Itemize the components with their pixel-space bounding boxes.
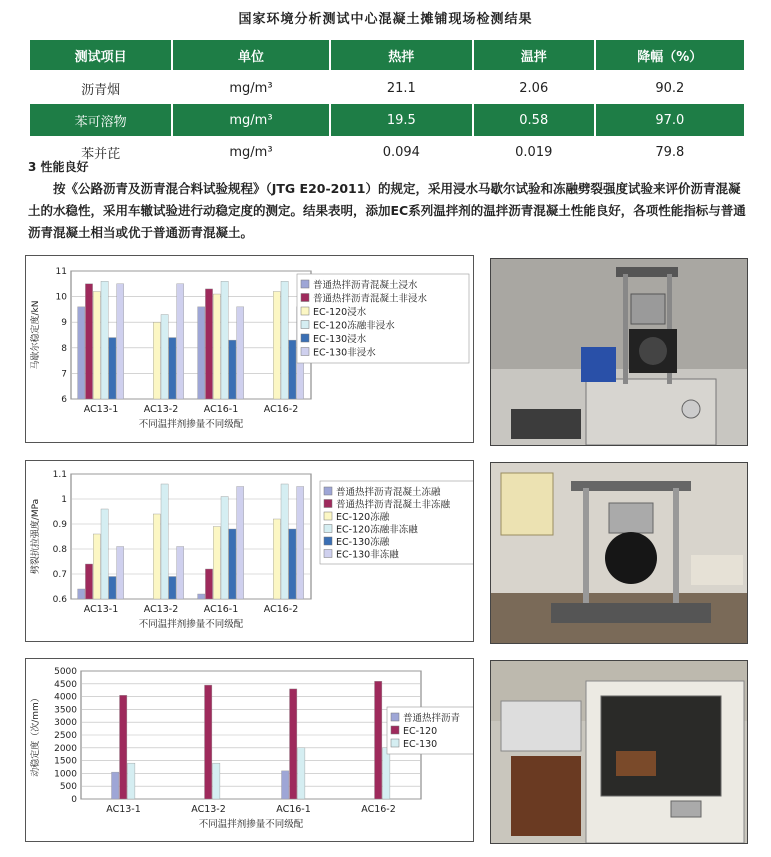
legend-swatch — [301, 294, 309, 302]
body-paragraph: 按《公路沥青及沥青混合料试验规程》（JTG E20-2011）的规定，采用浸水马歇尔试验和冻融劈裂强度试验来评价沥青混凝土的水稳性，采用车辙试验进行动稳定度的测定。结果表明，添加EC系列温拌剂的温拌沥青混凝土性能良好，各项性能指标与普通沥青混凝土相当或优于普通沥青混凝土。 — [28, 181, 746, 240]
bar — [213, 294, 220, 399]
cell-warm: 2.06 — [473, 71, 595, 104]
legend-label: EC-130浸水 — [313, 334, 367, 345]
y-tick-label: 0 — [71, 795, 77, 805]
bar — [198, 594, 205, 599]
legend-swatch — [324, 500, 332, 508]
marshall-stability-chart — [26, 256, 473, 442]
bar — [112, 772, 119, 799]
legend-label: EC-120冻融非冻融 — [336, 524, 418, 536]
y-tick-label: 1.1 — [52, 470, 67, 480]
x-tick-label: AC13-2 — [143, 404, 179, 415]
bar — [169, 338, 176, 399]
dynamic-stability-chart — [26, 659, 473, 841]
legend-swatch — [324, 525, 332, 533]
x-tick-label: AC16-2 — [263, 604, 299, 615]
bar — [177, 284, 184, 399]
y-tick-label: 1000 — [54, 769, 77, 780]
legend-swatch — [391, 726, 399, 734]
y-tick-label: 1500 — [54, 756, 77, 767]
table-row — [29, 71, 745, 104]
bar — [290, 689, 297, 799]
bar — [117, 547, 124, 600]
legend-label: EC-120冻融 — [336, 512, 390, 523]
legend-label: EC-120 — [403, 726, 438, 737]
y-tick-label: 3000 — [54, 718, 77, 729]
bar — [289, 529, 296, 599]
col-header-drop: 降幅（%） — [595, 39, 745, 71]
bar — [153, 322, 160, 399]
col-header-warm: 温拌 — [473, 39, 595, 71]
cell-hot: 0.094 — [330, 136, 473, 168]
bar — [153, 514, 160, 599]
bar — [109, 338, 116, 399]
cell-drop: 97.0 — [595, 104, 745, 136]
y-tick-label: 3500 — [54, 705, 77, 716]
col-header-hot: 热拌 — [330, 39, 473, 71]
y-tick-label: 2500 — [54, 731, 77, 741]
y-tick-label: 8 — [61, 343, 67, 354]
y-axis-label: 劈裂抗拉强度/MPa — [31, 498, 41, 575]
bar — [78, 589, 85, 599]
bar — [177, 547, 184, 600]
bar — [85, 564, 92, 599]
y-tick-label: 0.7 — [52, 570, 67, 580]
legend-label: EC-130非冻融 — [336, 549, 399, 561]
bar — [93, 291, 100, 399]
rutting-tester-photo — [490, 660, 748, 844]
y-tick-label: 2000 — [54, 743, 77, 754]
legend-label: EC-130冻融 — [336, 537, 390, 548]
bar — [198, 307, 205, 399]
cell-hot: 19.5 — [330, 104, 473, 136]
bar — [281, 281, 288, 399]
x-tick-label: AC13-1 — [83, 404, 119, 415]
bar — [221, 497, 228, 600]
x-tick-label: AC16-2 — [263, 404, 299, 415]
bar — [109, 577, 116, 600]
legend-label: 普通热拌沥青混凝土非浸水 — [313, 293, 428, 305]
y-axis-label: 动稳定度（次/mm） — [31, 693, 41, 777]
cell-warm: 0.019 — [473, 136, 595, 168]
x-tick-label: AC13-1 — [106, 804, 141, 815]
dynamic-stability-chart-panel — [25, 658, 474, 842]
x-tick-label: AC16-1 — [203, 604, 239, 615]
legend-label: EC-120浸水 — [313, 307, 367, 318]
legend-label: 普通热拌沥青混凝土非冻融 — [336, 499, 451, 511]
legend-swatch — [301, 280, 309, 288]
marshall-tester-photo — [490, 258, 748, 446]
legend-label: EC-120冻融非浸水 — [313, 320, 395, 332]
cell-drop: 79.8 — [595, 136, 745, 168]
y-tick-label: 11 — [55, 267, 67, 277]
bar — [78, 307, 85, 399]
y-tick-label: 5000 — [54, 667, 77, 677]
legend-swatch — [324, 550, 332, 558]
legend-swatch — [301, 334, 309, 342]
bar — [205, 569, 212, 599]
legend-swatch — [324, 512, 332, 520]
cell-unit: mg/m³ — [172, 136, 330, 168]
x-axis-label: 不同温拌剂掺量不同级配 — [198, 819, 304, 830]
cell-warm: 0.58 — [473, 104, 595, 136]
bar — [298, 748, 305, 799]
x-tick-label: AC16-2 — [361, 804, 396, 815]
cell-item: 沥青烟 — [29, 71, 172, 104]
bar — [117, 284, 124, 399]
bar — [161, 484, 168, 599]
x-tick-label: AC13-1 — [83, 604, 119, 615]
col-header-unit: 单位 — [172, 39, 330, 71]
bar — [93, 534, 100, 599]
y-tick-label: 0.9 — [52, 520, 67, 530]
bar — [120, 695, 127, 799]
cell-hot: 21.1 — [330, 71, 473, 104]
y-tick-label: 500 — [59, 782, 77, 793]
table-row — [29, 104, 745, 136]
bar — [229, 340, 236, 399]
bar — [281, 484, 288, 599]
legend-swatch — [324, 487, 332, 495]
split-strength-chart — [26, 461, 473, 641]
bar — [282, 771, 289, 799]
table-header-row — [29, 39, 745, 71]
bar — [101, 281, 108, 399]
bar — [128, 763, 135, 799]
y-tick-label: 0.8 — [52, 545, 67, 555]
x-tick-label: AC16-1 — [203, 404, 239, 415]
cell-item: 苯并芘 — [29, 136, 172, 168]
rutting-tester-illustration — [491, 661, 747, 843]
legend-label: 普通热拌沥青混凝土冻融 — [336, 487, 441, 498]
bar — [273, 291, 280, 399]
marshall-tester-illustration — [491, 259, 747, 445]
y-tick-label: 1 — [61, 495, 67, 505]
split-tester-illustration — [491, 463, 747, 643]
x-tick-label: AC13-2 — [191, 804, 226, 815]
legend-swatch — [391, 713, 399, 721]
bar — [237, 307, 244, 399]
cell-item: 苯可溶物 — [29, 104, 172, 136]
col-header-item: 测试项目 — [29, 39, 172, 71]
y-axis-label: 马歇尔稳定度/kN — [31, 300, 41, 370]
x-axis-label: 不同温拌剂掺量不同级配 — [138, 419, 244, 430]
bar — [85, 284, 92, 399]
bar — [237, 487, 244, 600]
y-tick-label: 4000 — [54, 692, 77, 703]
bar — [101, 509, 108, 599]
y-tick-label: 0.6 — [52, 595, 67, 605]
legend-label: EC-130 — [403, 739, 438, 750]
bar — [289, 340, 296, 399]
bar — [273, 519, 280, 599]
legend-swatch — [391, 739, 399, 747]
bar — [375, 681, 382, 799]
legend-label: 普通热拌沥青 — [403, 713, 461, 724]
legend-swatch — [301, 307, 309, 315]
bar — [213, 527, 220, 600]
bar — [221, 281, 228, 399]
cell-unit: mg/m³ — [172, 104, 330, 136]
bar — [169, 577, 176, 600]
bar — [213, 763, 220, 799]
table-row — [29, 136, 745, 168]
legend-swatch — [301, 321, 309, 329]
legend-label: 普通热拌沥青混凝土浸水 — [313, 280, 418, 291]
x-tick-label: AC16-1 — [276, 804, 311, 815]
y-tick-label: 9 — [61, 318, 67, 329]
y-tick-label: 7 — [61, 369, 67, 380]
x-tick-label: AC13-2 — [143, 604, 179, 615]
section-title: 3 性能良好 — [28, 160, 89, 174]
marshall-stability-chart-panel — [25, 255, 474, 443]
cell-unit: mg/m³ — [172, 71, 330, 104]
y-tick-label: 6 — [61, 395, 67, 405]
y-tick-label: 10 — [55, 292, 67, 303]
results-table — [28, 38, 746, 168]
legend-label: EC-130非浸水 — [313, 347, 376, 359]
bar — [205, 289, 212, 399]
legend-swatch — [324, 537, 332, 545]
y-tick-label: 4500 — [54, 679, 77, 690]
split-strength-chart-panel — [25, 460, 474, 642]
x-axis-label: 不同温拌剂掺量不同级配 — [138, 619, 244, 630]
bar — [297, 487, 304, 600]
legend-swatch — [301, 348, 309, 356]
bar — [229, 529, 236, 599]
cell-drop: 90.2 — [595, 71, 745, 104]
page-title: 国家环境分析测试中心混凝土摊铺现场检测结果 — [238, 12, 533, 27]
bar — [161, 315, 168, 399]
bar — [205, 685, 212, 799]
bar — [383, 748, 390, 799]
split-tester-photo — [490, 462, 748, 644]
